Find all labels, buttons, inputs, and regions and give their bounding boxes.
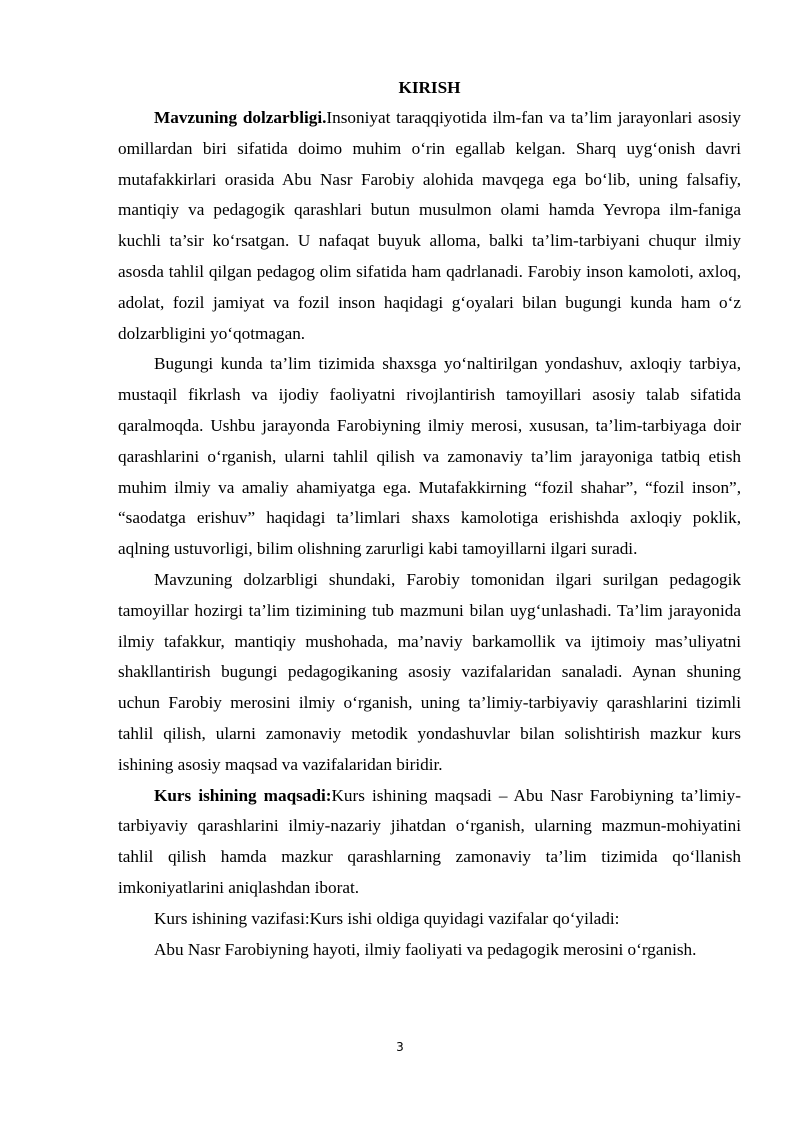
paragraph-task-item: Abu Nasr Farobiyning hayoti, ilmiy faoliyati va pedagogik merosini o‘rganish. — [154, 939, 697, 959]
paragraph-tasks-intro: Kurs ishining vazifasi:Kurs ishi oldiga quyidagi vazifalar qo‘yiladi: — [154, 908, 620, 928]
paragraph-lead: Kurs ishining maqsadi: — [154, 785, 332, 805]
paragraph-modern-education — [118, 349, 741, 565]
paragraph-text: Kurs ishining maqsadi – Abu Nasr Farobiyning ta’limiy-tarbiyaviy qarashlarini ilmiy-nazariy jihatdan o‘rganish, ularning mazmun-mohiyatini tahlil qilish hamda mazkur qarashlarning zamonaviy ta’lim tizimida qo‘llanish imkoniyatlarini aniqlashdan iborat. — [118, 785, 741, 897]
paragraph-lead: Mavzuning dolzarbligi. — [154, 108, 327, 127]
paragraph-text: Mavzuning dolzarbligi shundaki, Farobiy tomonidan ilgari surilgan pedagogik tamoyillar hozirgi ta’lim tizimining tub mazmuni bilan uyg‘unlashadi. Ta’lim jarayonida ilmiy tafakkur, mantiqiy mushohada, ma’naviy barkamollik va ijtimoiy mas’uliyatni shakllantirish bugungi pedagogikaning asosiy vazifalaridan sanaladi. Aynan shuning uchun Farobiy merosini ilmiy o‘rganish, uning ta’limiy-tarbiyaviy qarashlarini tizimli tahlil qilish, ularni zamonaviy metodik yondashuvlar bilan solishtirish mazkur kurs ishining asosiy maqsad va vazifalaridan biridir. — [118, 569, 741, 774]
section-heading: KIRISH — [398, 78, 461, 97]
page-number: 3 — [396, 1040, 404, 1054]
paragraph-relevance — [118, 103, 741, 349]
paragraph-text: Insoniyat taraqqiyotida ilm-fan va ta’lim jarayonlari asosiy omillardan biri sifatida doimo muhim o‘rin egallab kelgan. Sharq uyg‘onish davri mutafakkirlari orasida Abu Nasr Farobiy alohida mavqega ega bo‘lib, uning falsafiy, mantiqiy va pedagogik qarashlari butun musulmon olami hamda Yevropa ilm-faniga kuchli ta’sir ko‘rsatgan. U nafaqat buyuk alloma, balki ta’lim-tarbiyani chuqur ilmiy asosda tahlil qilgan pedagog olim sifatida ham qadrlanadi. Farobiy inson kamoloti, axloq, adolat, fozil jamiyat va fozil inson haqidagi g‘oyalari bilan bugungi kunda ham o‘z dolzarbligini yo‘qotmagan. — [118, 108, 741, 343]
page-content — [118, 75, 741, 965]
paragraph-goal — [118, 781, 741, 904]
paragraph-text: Bugungi kunda ta’lim tizimida shaxsga yo‘naltirilgan yondashuv, axloqiy tarbiya, mustaqil fikrlash va ijodiy faoliyatni rivojlantirish tamoyillari asosiy talab sifatida qaralmoqda. Ushbu jarayonda Farobiyning ilmiy merosi, xususan, ta’lim-tarbiyaga doir qarashlarini o‘rganish, ularni tahlil qilish va zamonaviy ta’lim jarayoniga tatbiq etish muhim ilmiy va amaliy ahamiyatga ega. Mutafakkirning “fozil shahar”, “fozil inson”, “saodatga erishuv” haqidagi ta’limlari shaxs kamolotiga erishishda axloqiy poklik, aqlning ustuvorligi, bilim olishning zarurligi kabi tamoyillarni ilgari suradi. — [118, 354, 741, 559]
paragraph-relevance-detail — [118, 565, 741, 781]
